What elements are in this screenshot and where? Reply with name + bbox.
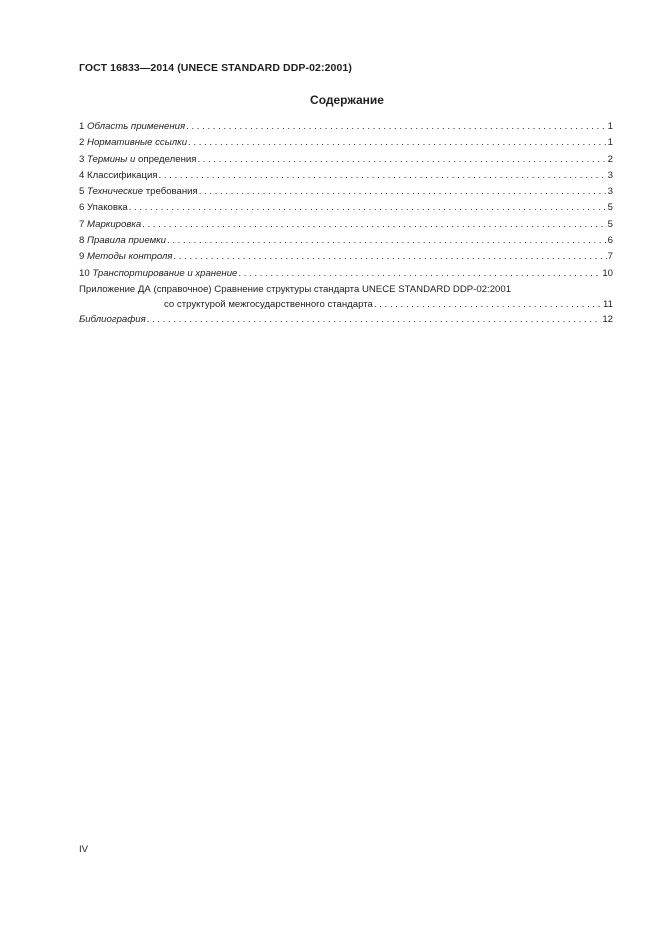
toc-entry-label: 10 Транспортирование и хранение bbox=[79, 267, 238, 279]
toc-entry-bibliography bbox=[79, 312, 613, 328]
toc-entry-page: 5 bbox=[607, 218, 613, 230]
toc-entry-label: 9 Методы контроля bbox=[79, 251, 173, 263]
toc-entry-page: 1 bbox=[607, 137, 613, 149]
dot-leader bbox=[197, 152, 606, 168]
toc-entry-label: 2 Нормативные ссылки bbox=[79, 137, 188, 149]
page-number: IV bbox=[79, 844, 89, 855]
dot-leader bbox=[142, 217, 606, 233]
toc-entry-1 bbox=[79, 119, 613, 135]
dot-leader bbox=[129, 200, 607, 216]
toc-entry-page: 1 bbox=[607, 121, 613, 132]
toc-appendix-title: Приложение ДА (справочное) Сравнение структуры стандарта UNECE STANDARD DDP-02:2001 bbox=[79, 283, 512, 295]
toc-entry-label: 3 Термины и определения bbox=[79, 153, 197, 165]
table-of-contents bbox=[79, 119, 613, 328]
dot-leader bbox=[199, 184, 607, 200]
toc-entry-page: 3 bbox=[607, 169, 613, 181]
dot-leader bbox=[188, 135, 607, 151]
dot-leader bbox=[374, 297, 602, 312]
toc-entry-10 bbox=[79, 266, 613, 282]
toc-entry-8 bbox=[79, 233, 613, 249]
toc-appendix-subtitle: со структурой межгосударственного стандарта bbox=[164, 298, 373, 310]
toc-entry-label: 5 Технические требования bbox=[79, 186, 198, 198]
toc-appendix-entry bbox=[79, 297, 613, 312]
toc-entry-4 bbox=[79, 168, 613, 184]
toc-entry-label: 7 Маркировка bbox=[79, 218, 142, 230]
toc-entry-label: 6 Упаковка bbox=[79, 202, 128, 214]
document-header: ГОСТ 16833—2014 (UNECE STANDARD DDP-02:2001) bbox=[79, 62, 352, 74]
toc-entry-3 bbox=[79, 152, 613, 168]
dot-leader bbox=[186, 119, 607, 135]
toc-entry-label: 8 Правила приемки bbox=[79, 235, 167, 247]
page-title: Содержание bbox=[310, 93, 384, 107]
toc-entry-page: 7 bbox=[607, 251, 613, 263]
toc-entry-2 bbox=[79, 135, 613, 151]
toc-entry-7 bbox=[79, 217, 613, 233]
toc-entry-label: 4 Классификация bbox=[79, 169, 158, 181]
toc-entry-5 bbox=[79, 184, 613, 200]
toc-entry-page: 6 bbox=[607, 235, 613, 247]
toc-entry-page: 11 bbox=[603, 298, 613, 310]
toc-entry-label: Библиография bbox=[79, 313, 146, 325]
dot-leader bbox=[167, 233, 607, 249]
dot-leader bbox=[238, 266, 601, 282]
toc-entry-page: 12 bbox=[602, 313, 613, 325]
toc-entry-page: 5 bbox=[607, 202, 613, 214]
toc-entry-label: 1 Область применения bbox=[79, 121, 186, 132]
toc-entry-9 bbox=[79, 249, 613, 265]
toc-entry-6 bbox=[79, 200, 613, 216]
toc-entry-page: 10 bbox=[602, 267, 613, 279]
dot-leader bbox=[174, 249, 607, 265]
toc-entry-page: 3 bbox=[607, 186, 613, 198]
dot-leader bbox=[147, 312, 602, 328]
toc-entry-page: 2 bbox=[607, 153, 613, 165]
dot-leader bbox=[159, 168, 607, 184]
